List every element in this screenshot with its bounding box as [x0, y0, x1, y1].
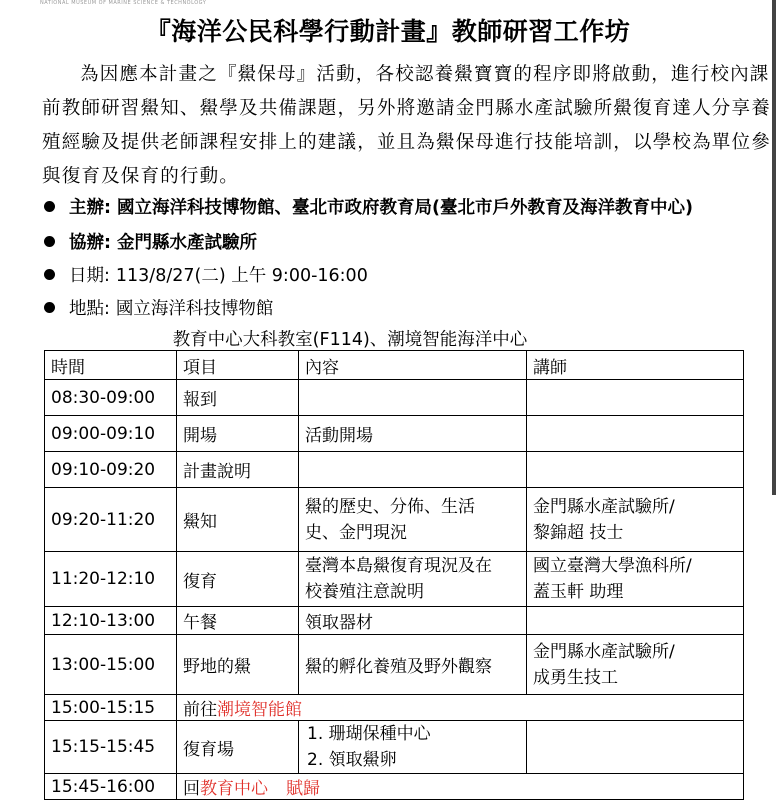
cell-line: 黎錦超 技士	[533, 522, 624, 543]
intro-line: 與復育及保育的行動。	[42, 166, 240, 187]
cell-speaker	[527, 607, 744, 635]
highlight-text: 賦歸	[286, 779, 320, 799]
cell-line: 1. 珊瑚保種中心	[307, 724, 431, 744]
cell-content	[299, 721, 527, 774]
cell-time: 15:45-16:00	[45, 774, 177, 800]
cell-speaker	[527, 552, 744, 607]
organizer-label: 主辦:	[69, 198, 111, 218]
cell-speaker	[527, 488, 744, 552]
header-time: 時間	[45, 351, 177, 380]
cell-line: 臺灣本島鱟復育現況及在	[305, 556, 492, 576]
venue-label: 地點:	[69, 299, 110, 319]
intro-line: 為因應本計畫之『鱟保母』活動，各校認養鱟寶寶的程序即將啟動，進行校內課	[80, 64, 770, 85]
cell-item: 復育	[177, 552, 299, 607]
cell-line: 史、金門現況	[305, 522, 407, 543]
right-edge-scrollbar[interactable]	[772, 0, 776, 495]
table-row	[45, 488, 744, 552]
cell-time: 15:00-15:15	[45, 695, 177, 721]
header-note: NATIONAL MUSEUM OF MARINE SCIENCE & TECHNOLOGY	[40, 0, 207, 6]
cell-time: 09:00-09:10	[45, 416, 177, 452]
cell-item: 開場	[177, 416, 299, 452]
table-row	[45, 774, 744, 800]
cell-merged	[177, 774, 744, 800]
venue-value: 國立海洋科技博物館	[115, 299, 274, 319]
bullet-icon	[44, 302, 55, 313]
table-row	[45, 380, 744, 416]
highlight-place: 教育中心	[200, 779, 268, 799]
cell-time: 15:15-15:45	[45, 721, 177, 774]
cell-text: 回	[183, 779, 200, 799]
cell-content	[299, 380, 527, 416]
cell-item: 復育場	[177, 721, 299, 774]
organizer-value: 國立海洋科技博物館、臺北市政府教育局(臺北市戶外教育及海洋教育中心)	[117, 198, 693, 218]
cell-time: 09:10-09:20	[45, 452, 177, 488]
co-organizer-label: 協辦:	[69, 233, 111, 253]
schedule-table	[44, 350, 744, 800]
cell-text: 前往	[183, 700, 217, 720]
cell-speaker	[527, 721, 744, 774]
cell-time: 13:00-15:00	[45, 635, 177, 695]
table-row	[45, 695, 744, 721]
cell-line: 鱟的歷史、分佈、生活	[305, 496, 475, 517]
page-title: 『海洋公民科學行動計畫』教師研習工作坊	[145, 17, 631, 46]
cell-time: 08:30-09:00	[45, 380, 177, 416]
cell-speaker	[527, 380, 744, 416]
venue-line-2: 教育中心大科教室(F114)、潮境智能海洋中心	[172, 330, 528, 350]
cell-item: 午餐	[177, 607, 299, 635]
bullet-icon	[44, 269, 55, 280]
intro-line: 殖經驗及提供老師課程安排上的建議，並且為鱟保母進行技能培訓，以學校為單位參	[42, 132, 771, 153]
bullet-icon	[44, 201, 55, 212]
table-header-row	[45, 351, 744, 380]
cell-line: 成勇生技工	[533, 667, 618, 688]
cell-line: 金門縣水產試驗所/	[533, 496, 675, 517]
date-value: 113/8/27(二) 上午 9:00-16:00	[115, 266, 368, 286]
cell-time: 12:10-13:00	[45, 607, 177, 635]
table-row	[45, 416, 744, 452]
cell-content: 鱟的孵化養殖及野外觀察	[299, 635, 527, 695]
co-organizer-line	[44, 229, 764, 254]
intro-paragraph	[42, 58, 771, 194]
header-content: 內容	[299, 351, 527, 380]
cell-line: 校養殖注意說明	[305, 582, 424, 602]
table-row	[45, 721, 744, 774]
cell-line: 國立臺灣大學漁科所/	[533, 556, 692, 576]
cell-speaker	[527, 416, 744, 452]
cell-item: 野地的鱟	[177, 635, 299, 695]
cell-content	[299, 488, 527, 552]
cell-merged	[177, 695, 744, 721]
table-row	[45, 635, 744, 695]
cell-content	[299, 452, 527, 488]
cell-item: 鱟知	[177, 488, 299, 552]
cell-content: 活動開場	[299, 416, 527, 452]
highlight-place: 潮境智能館	[217, 700, 302, 720]
cell-speaker	[527, 452, 744, 488]
date-label: 日期:	[69, 266, 110, 286]
header-speaker: 講師	[527, 351, 744, 380]
cell-line: 2. 領取鱟卵	[307, 750, 397, 770]
table-row	[45, 452, 744, 488]
cell-time: 11:20-12:10	[45, 552, 177, 607]
cell-speaker	[527, 635, 744, 695]
date-line	[44, 262, 764, 287]
bullet-icon	[44, 236, 55, 247]
co-organizer-value: 金門縣水產試驗所	[117, 233, 257, 253]
table-row	[45, 607, 744, 635]
cell-line: 金門縣水產試驗所/	[533, 641, 675, 662]
table-row	[45, 552, 744, 607]
cell-content	[299, 552, 527, 607]
cell-item: 計畫說明	[177, 452, 299, 488]
cell-item: 報到	[177, 380, 299, 416]
venue-line	[44, 295, 764, 320]
cell-line: 蓋玉軒 助理	[533, 582, 624, 602]
intro-line: 前教師研習鱟知、鱟學及共備課題，另外將邀請金門縣水產試驗所鱟復育達人分享養	[42, 98, 771, 119]
cell-content: 領取器材	[299, 607, 527, 635]
header-item: 項目	[177, 351, 299, 380]
organizer-line	[44, 194, 764, 219]
cell-time: 09:20-11:20	[45, 488, 177, 552]
